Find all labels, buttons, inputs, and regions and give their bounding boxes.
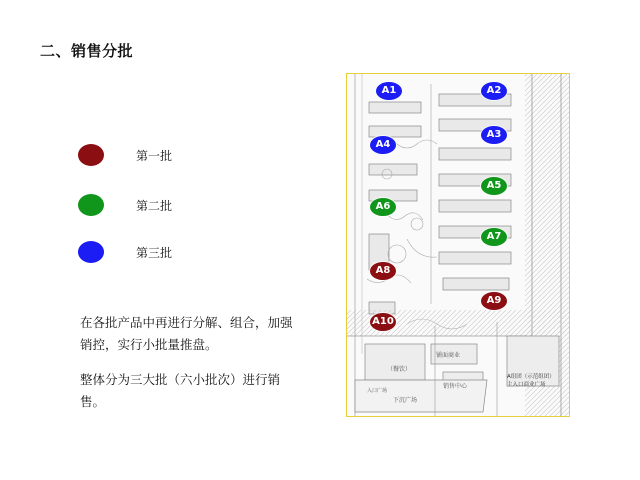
marker-a3[interactable]: A3	[481, 126, 507, 144]
map-label-entrance-plaza: 入口广场	[367, 388, 388, 394]
batch2-dot-icon	[78, 194, 104, 216]
batch3-dot-icon	[78, 241, 104, 263]
marker-a10[interactable]: A10	[370, 313, 396, 331]
legend-label: 第三批	[136, 246, 173, 260]
map-label-commercial-1: （餐饮）	[387, 366, 412, 373]
marker-a7[interactable]: A7	[481, 228, 507, 246]
legend-label: 第一批	[136, 149, 173, 163]
marker-a4[interactable]: A4	[370, 136, 396, 154]
map-label-commercial-2: 铺面商业	[436, 352, 461, 359]
legend-label: 第二批	[136, 199, 173, 213]
map-label-group-note-1: A组团（示范组团）	[507, 374, 555, 380]
marker-a1[interactable]: A1	[376, 82, 402, 100]
site-plan-drawing	[347, 74, 570, 417]
marker-a9[interactable]: A9	[481, 292, 507, 310]
map-label-plaza: 下沉广场	[393, 397, 418, 404]
marker-a8[interactable]: A8	[370, 262, 396, 280]
description-paragraph-2: 整体分为三大批（六小批次）进行销售。	[80, 372, 281, 409]
map-label-group-note-2: 主入口商业广场	[507, 382, 546, 388]
marker-a6[interactable]: A6	[370, 198, 396, 216]
batch1-dot-icon	[78, 144, 104, 166]
page-title: 二、销售分批	[40, 42, 134, 60]
marker-a5[interactable]: A5	[481, 177, 507, 195]
description-paragraph-1: 在各批产品中再进行分解、组合，加强销控，实行小批量推盘。	[80, 315, 293, 352]
map-label-sales-center: 销售中心	[443, 383, 468, 390]
marker-a2[interactable]: A2	[481, 82, 507, 100]
site-plan-map	[346, 73, 570, 417]
